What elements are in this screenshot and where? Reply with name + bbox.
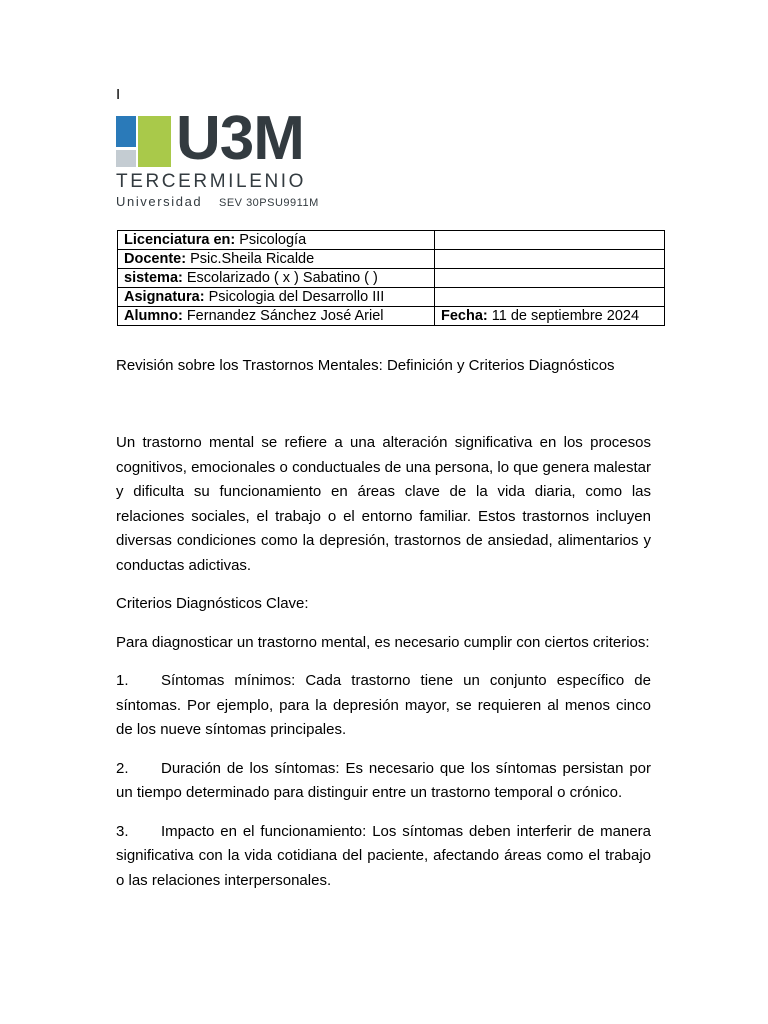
cell-value: Psicologia del Desarrollo III [204,289,385,305]
intro-paragraph: Un trastorno mental se refiere a una alteración significativa en los procesos cognitivos, emocionales o conductuales de una persona, lo que genera malestar y dificulta su funcionamiento en áreas clave de la vida diaria, como las relaciones sociales, el trabajo o el entorno familiar. Estos trastornos incluyen diversas condiciones como la depresión, trastornos de ansiedad, alimentarios y conductas adictivas. [116,434,651,574]
criteria-item [116,757,651,806]
table-cell [435,250,665,269]
cell-label: Licenciatura en: [124,232,236,248]
criteria-item [116,669,651,743]
cell-value: Escolarizado ( x ) Sabatino ( ) [182,270,378,286]
criteria-item [116,820,651,894]
logo-gray-square [116,150,136,167]
table-cell [435,288,665,307]
item-number: 2. [116,759,129,777]
logo-blue-square [116,116,136,147]
table-cell [118,250,435,269]
table-cell [435,307,665,326]
table-row [118,231,665,250]
item-text: Síntomas mínimos: Cada trastorno tiene un conjunto específico de síntomas. Por ejemplo, para la depresión mayor, se requieren al menos cinco de los nueve síntomas principales. [116,672,651,738]
logo-code: SEV 30PSU9911M [219,197,319,209]
cell-label: Fecha: [441,308,488,324]
table-cell [118,288,435,307]
table-cell [435,231,665,250]
student-info-table [117,230,665,326]
table-row [118,288,665,307]
cell-value: 11 de septiembre 2024 [487,308,640,324]
logo-green-square [138,116,171,167]
document-title: Revisión sobre los Trastornos Mentales: Definición y Criterios Diagnósticos [116,357,615,374]
criteria-intro-paragraph: Para diagnosticar un trastorno mental, es necesario cumplir con ciertos criterios: [116,633,650,651]
logo-brand-text: U3M [176,104,304,173]
cell-label: Docente: [124,251,187,267]
cell-value: Psic.Sheila Ricalde [186,251,315,267]
logo-university-label: Universidad [116,194,203,209]
table-cell [118,307,435,326]
item-text: Duración de los síntomas: Es necesario que los síntomas persistan por un tiempo determinado para distinguir entre un trastorno temporal o crónico. [116,759,651,801]
stray-character: I [116,86,121,103]
table-cell [118,269,435,288]
item-number: 3. [116,822,129,840]
cell-value: Psicología [235,232,307,248]
table-cell [118,231,435,250]
cell-label: sistema: [124,270,183,286]
cell-label: Alumno: [124,308,183,324]
table-row [118,250,665,269]
item-text: Impacto en el funcionamiento: Los síntomas deben interferir de manera significativa con la vida cotidiana del paciente, afectando áreas como el trabajo o las relaciones interpersonales. [116,822,651,889]
cell-label: Asignatura: [124,289,205,305]
table-cell [435,269,665,288]
document-body [116,431,651,907]
cell-value: Fernandez Sánchez José Ariel [182,308,384,324]
university-logo [116,104,331,212]
logo-tagline: TERCERMILENIO [116,171,307,192]
table-row [118,269,665,288]
table-row [118,307,665,326]
criteria-heading: Criterios Diagnósticos Clave: [116,595,309,612]
item-number: 1. [116,672,129,689]
